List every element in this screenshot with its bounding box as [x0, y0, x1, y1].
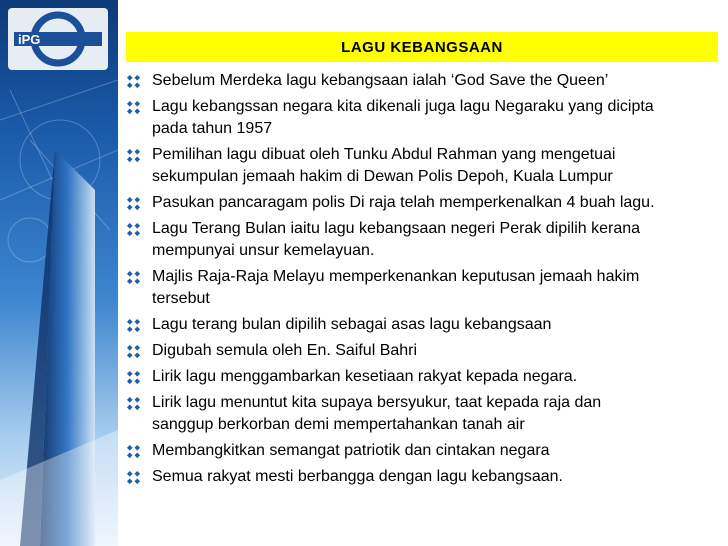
bullet-item	[124, 340, 724, 362]
diamond-bullet-icon	[126, 270, 141, 285]
bullet-item	[124, 392, 724, 436]
diamond-bullet-icon	[126, 344, 141, 359]
diamond-bullet-icon	[126, 318, 141, 333]
diamond-bullet-icon	[126, 396, 141, 411]
bullet-item	[124, 466, 724, 488]
diamond-bullet-icon	[126, 148, 141, 163]
bullet-item	[124, 366, 724, 388]
skyscraper-graphic	[0, 0, 118, 546]
slide-title: LAGU KEBANGSAAN	[341, 38, 503, 56]
ipg-logo	[8, 8, 108, 70]
diamond-bullet-icon	[126, 74, 141, 89]
bullet-item	[124, 144, 724, 188]
bullet-text: Sebelum Merdeka lagu kebangsaan ialah ‘God Save the Queen’	[152, 72, 609, 89]
bullet-text: Pemilihan lagu dibuat oleh Tunku Abdul Rahman yang mengetuai sekumpulan jemaah hakim di Dewan Polis Depoh, Kuala Lumpur	[152, 146, 616, 185]
bullet-item	[124, 96, 724, 140]
bullet-text: Lagu Terang Bulan iaitu lagu kebangsaan negeri Perak dipilih kerana mempunyai unsur kemelayuan.	[152, 220, 641, 259]
diamond-bullet-icon	[126, 444, 141, 459]
bullet-item	[124, 70, 724, 92]
bullet-item	[124, 218, 724, 262]
bullet-text: Majlis Raja-Raja Melayu memperkenankan keputusan jemaah hakim tersebut	[152, 268, 640, 307]
decorative-side-panel	[0, 0, 118, 546]
bullet-text: Lagu kebangssan negara kita dikenali juga lagu Negaraku yang dicipta pada tahun 1957	[152, 98, 654, 137]
title-bar	[126, 32, 718, 62]
diamond-bullet-icon	[126, 370, 141, 385]
logo-lettering: iPG	[18, 32, 41, 47]
bullet-text: Pasukan pancaragam polis Di raja telah memperkenalkan 4 buah lagu.	[152, 194, 655, 211]
bullet-item	[124, 192, 724, 214]
diamond-bullet-icon	[126, 196, 141, 211]
bullet-text: Lirik lagu menuntut kita supaya bersyukur, taat kepada raja dan sanggup berkorban demi mempertahankan tanah air	[152, 394, 602, 433]
bullet-text: Lagu terang bulan dipilih sebagai asas lagu kebangsaan	[152, 316, 552, 333]
bullet-text: Semua rakyat mesti berbangga dengan lagu kebangsaan.	[152, 468, 563, 485]
bullet-text: Digubah semula oleh En. Saiful Bahri	[152, 342, 418, 359]
bullet-item	[124, 440, 724, 462]
diamond-bullet-icon	[126, 470, 141, 485]
bullet-item	[124, 266, 724, 310]
diamond-bullet-icon	[126, 100, 141, 115]
bullet-text: Membangkitkan semangat patriotik dan cintakan negara	[152, 442, 550, 459]
bullet-item	[124, 314, 724, 336]
bullet-text: Lirik lagu menggambarkan kesetiaan rakyat kepada negara.	[152, 368, 578, 385]
bullet-list	[124, 70, 724, 492]
diamond-bullet-icon	[126, 222, 141, 237]
